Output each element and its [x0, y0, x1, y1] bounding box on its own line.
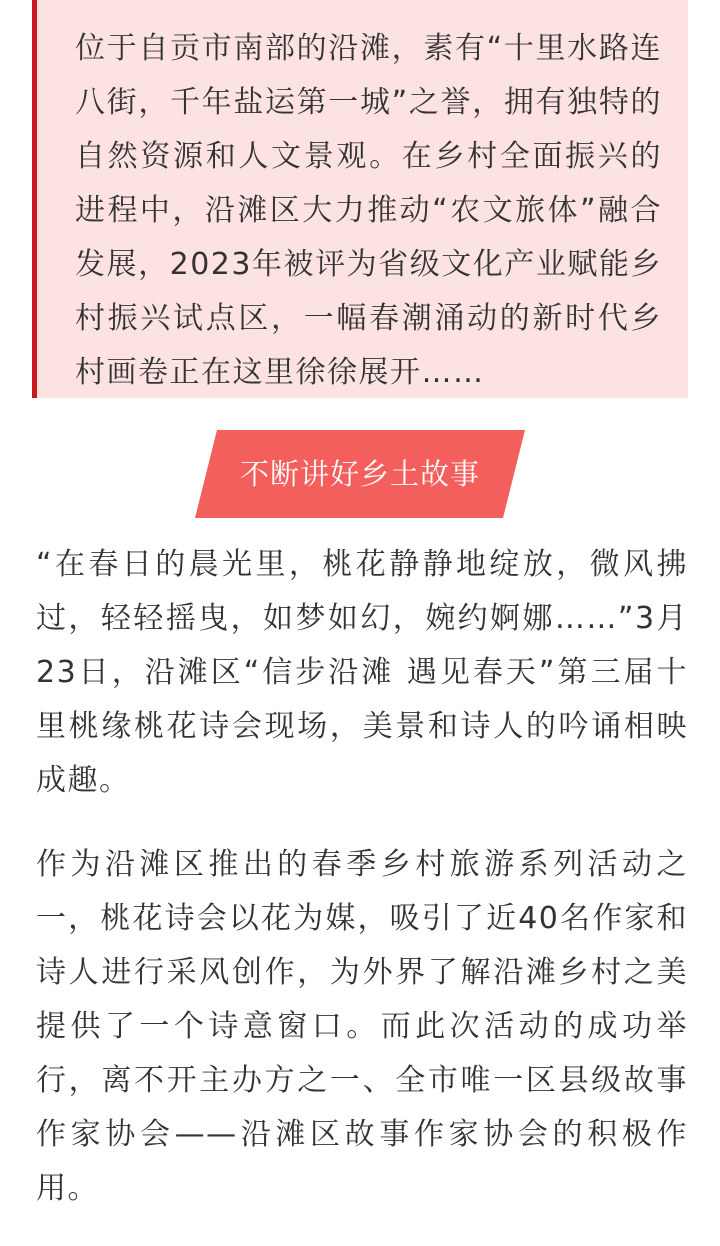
body-paragraph-2: 作为沿滩区推出的春季乡村旅游系列活动之一，桃花诗会以花为媒，吸引了近40名作家和诗人进行采风创作，为外界了解沿滩乡村之美提供了一个诗意窗口。而此次活动的成功举行，离不开主办方之一、全市唯一区县级故事作家协会——沿滩区故事作家协会的积极作用。 — [36, 847, 688, 1206]
section-heading: 不断讲好乡土故事 — [239, 457, 480, 491]
intro-paragraph: 位于自贡市南部的沿滩，素有“十里水路连八街，千年盐运第一城”之誉，拥有独特的自然资源和人文景观。在乡村全面振兴的进程中，沿滩区大力推动“农文旅体”融合发展，2023年被评为省级文化产业赋能乡村振兴试点区，一幅春潮涌动的新时代乡村画卷正在这里徐徐展开…… — [75, 31, 662, 390]
section-heading-banner — [195, 430, 525, 518]
intro-quote-box — [32, 0, 688, 398]
body-paragraph-1: “在春日的晨光里，桃花静静地绽放，微风拂过，轻轻摇曳，如梦如幻，婉约婀娜……”3月23日，沿滩区“信步沿滩 遇见春天”第三届十里桃缘桃花诗会现场，美景和诗人的吟诵相映成趣。 — [36, 547, 688, 798]
